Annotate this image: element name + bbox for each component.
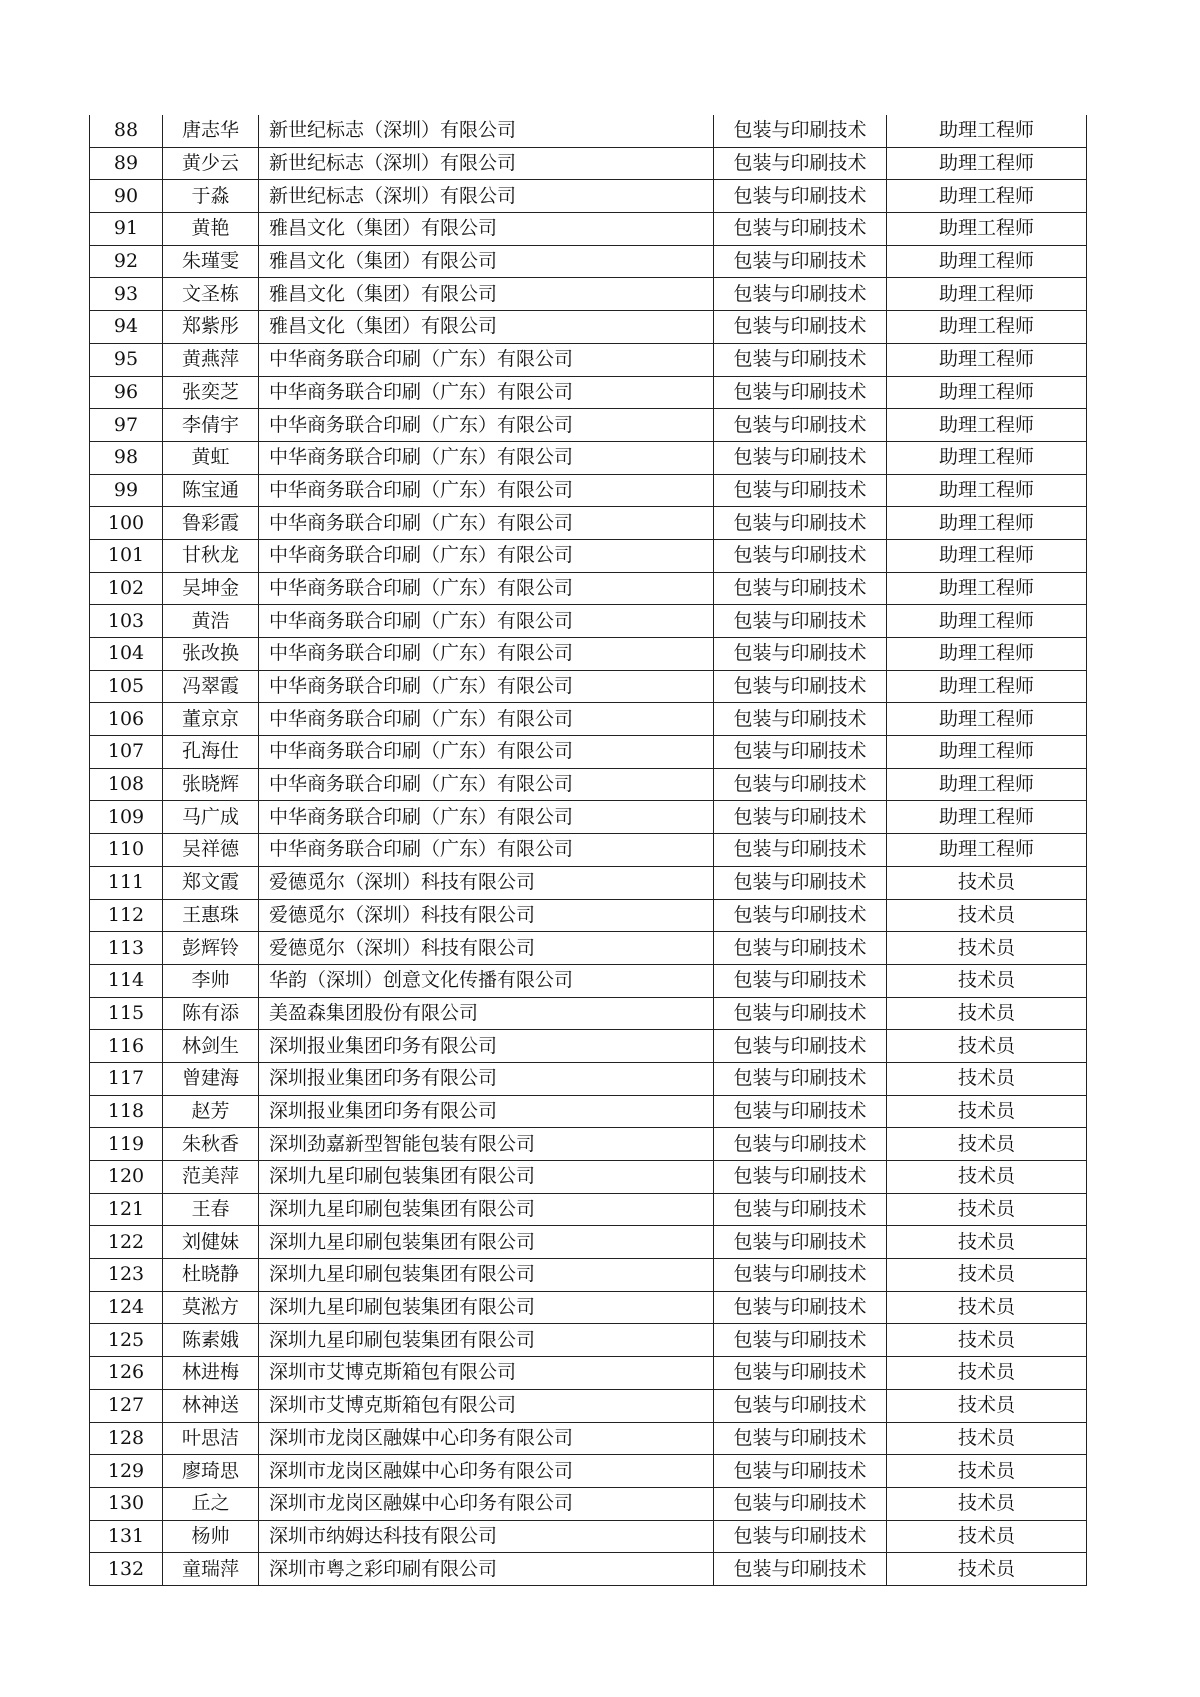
organization-cell: 中华商务联合印刷（广东）有限公司	[259, 703, 714, 736]
row-number-cell: 113	[90, 932, 163, 965]
row-number-cell: 131	[90, 1520, 163, 1553]
qualification-title-cell: 助理工程师	[887, 441, 1087, 474]
row-number-cell: 120	[90, 1161, 163, 1194]
specialty-cell: 包装与印刷技术	[714, 1455, 887, 1488]
table-row	[90, 245, 1087, 278]
person-name-cell: 林进梅	[163, 1357, 259, 1390]
person-name-cell: 林神送	[163, 1389, 259, 1422]
organization-cell: 深圳市龙岗区融媒中心印务有限公司	[259, 1487, 714, 1520]
specialty-cell: 包装与印刷技术	[714, 1324, 887, 1357]
person-name-cell: 张改换	[163, 638, 259, 671]
qualification-title-cell: 助理工程师	[887, 507, 1087, 540]
table-row	[90, 638, 1087, 671]
qualification-title-cell: 技术员	[887, 1128, 1087, 1161]
table-row	[90, 539, 1087, 572]
row-number-cell: 122	[90, 1226, 163, 1259]
table-row	[90, 736, 1087, 769]
table-row	[90, 1553, 1087, 1586]
row-number-cell: 111	[90, 866, 163, 899]
organization-cell: 中华商务联合印刷（广东）有限公司	[259, 670, 714, 703]
specialty-cell: 包装与印刷技术	[714, 1553, 887, 1586]
table-row	[90, 278, 1087, 311]
row-number-cell: 101	[90, 539, 163, 572]
qualification-title-cell: 技术员	[887, 1487, 1087, 1520]
specialty-cell: 包装与印刷技术	[714, 1062, 887, 1095]
organization-cell: 爱德觅尔（深圳）科技有限公司	[259, 932, 714, 965]
specialty-cell: 包装与印刷技术	[714, 1357, 887, 1390]
qualification-title-cell: 技术员	[887, 1062, 1087, 1095]
qualification-title-cell: 助理工程师	[887, 539, 1087, 572]
person-name-cell: 陈有添	[163, 997, 259, 1030]
row-number-cell: 102	[90, 572, 163, 605]
person-name-cell: 唐志华	[163, 115, 259, 147]
table-row	[90, 1422, 1087, 1455]
row-number-cell: 89	[90, 147, 163, 180]
person-name-cell: 林剑生	[163, 1030, 259, 1063]
specialty-cell: 包装与印刷技术	[714, 605, 887, 638]
table-row	[90, 1161, 1087, 1194]
row-number-cell: 96	[90, 376, 163, 409]
row-number-cell: 103	[90, 605, 163, 638]
qualification-title-cell: 技术员	[887, 1030, 1087, 1063]
roster-table	[89, 115, 1087, 1586]
organization-cell: 爱德觅尔（深圳）科技有限公司	[259, 899, 714, 932]
specialty-cell: 包装与印刷技术	[714, 1193, 887, 1226]
organization-cell: 中华商务联合印刷（广东）有限公司	[259, 736, 714, 769]
table-row	[90, 311, 1087, 344]
table-row	[90, 703, 1087, 736]
person-name-cell: 莫淞方	[163, 1291, 259, 1324]
table-row	[90, 899, 1087, 932]
qualification-title-cell: 助理工程师	[887, 736, 1087, 769]
qualification-title-cell: 助理工程师	[887, 376, 1087, 409]
row-number-cell: 92	[90, 245, 163, 278]
organization-cell: 雅昌文化（集团）有限公司	[259, 278, 714, 311]
row-number-cell: 132	[90, 1553, 163, 1586]
specialty-cell: 包装与印刷技术	[714, 311, 887, 344]
specialty-cell: 包装与印刷技术	[714, 1291, 887, 1324]
specialty-cell: 包装与印刷技术	[714, 474, 887, 507]
roster-body	[90, 115, 1087, 1585]
qualification-title-cell: 技术员	[887, 997, 1087, 1030]
specialty-cell: 包装与印刷技术	[714, 801, 887, 834]
organization-cell: 爱德觅尔（深圳）科技有限公司	[259, 866, 714, 899]
organization-cell: 中华商务联合印刷（广东）有限公司	[259, 507, 714, 540]
row-number-cell: 110	[90, 834, 163, 867]
specialty-cell: 包装与印刷技术	[714, 866, 887, 899]
specialty-cell: 包装与印刷技术	[714, 441, 887, 474]
qualification-title-cell: 助理工程师	[887, 115, 1087, 147]
organization-cell: 深圳市龙岗区融媒中心印务有限公司	[259, 1422, 714, 1455]
organization-cell: 新世纪标志（深圳）有限公司	[259, 147, 714, 180]
qualification-title-cell: 技术员	[887, 1389, 1087, 1422]
qualification-title-cell: 助理工程师	[887, 474, 1087, 507]
row-number-cell: 105	[90, 670, 163, 703]
specialty-cell: 包装与印刷技术	[714, 1520, 887, 1553]
table-row	[90, 670, 1087, 703]
specialty-cell: 包装与印刷技术	[714, 899, 887, 932]
table-row	[90, 1324, 1087, 1357]
table-row	[90, 115, 1087, 147]
person-name-cell: 丘之	[163, 1487, 259, 1520]
row-number-cell: 97	[90, 409, 163, 442]
row-number-cell: 112	[90, 899, 163, 932]
person-name-cell: 叶思洁	[163, 1422, 259, 1455]
person-name-cell: 黄燕萍	[163, 343, 259, 376]
row-number-cell: 117	[90, 1062, 163, 1095]
person-name-cell: 童瑞萍	[163, 1553, 259, 1586]
organization-cell: 深圳报业集团印务有限公司	[259, 1062, 714, 1095]
row-number-cell: 94	[90, 311, 163, 344]
table-row	[90, 376, 1087, 409]
table-row	[90, 441, 1087, 474]
qualification-title-cell: 助理工程师	[887, 343, 1087, 376]
table-row	[90, 1389, 1087, 1422]
person-name-cell: 范美萍	[163, 1161, 259, 1194]
qualification-title-cell: 助理工程师	[887, 245, 1087, 278]
row-number-cell: 123	[90, 1259, 163, 1292]
row-number-cell: 88	[90, 115, 163, 147]
qualification-title-cell: 助理工程师	[887, 670, 1087, 703]
row-number-cell: 126	[90, 1357, 163, 1390]
qualification-title-cell: 助理工程师	[887, 638, 1087, 671]
specialty-cell: 包装与印刷技术	[714, 1226, 887, 1259]
table-row	[90, 1520, 1087, 1553]
person-name-cell: 彭辉铃	[163, 932, 259, 965]
specialty-cell: 包装与印刷技术	[714, 1030, 887, 1063]
table-row	[90, 605, 1087, 638]
qualification-title-cell: 技术员	[887, 1455, 1087, 1488]
specialty-cell: 包装与印刷技术	[714, 147, 887, 180]
person-name-cell: 黄虹	[163, 441, 259, 474]
row-number-cell: 125	[90, 1324, 163, 1357]
specialty-cell: 包装与印刷技术	[714, 343, 887, 376]
qualification-title-cell: 助理工程师	[887, 213, 1087, 246]
qualification-title-cell: 助理工程师	[887, 605, 1087, 638]
table-row	[90, 572, 1087, 605]
specialty-cell: 包装与印刷技术	[714, 1161, 887, 1194]
person-name-cell: 董京京	[163, 703, 259, 736]
row-number-cell: 91	[90, 213, 163, 246]
person-name-cell: 曾建海	[163, 1062, 259, 1095]
organization-cell: 深圳市粤之彩印刷有限公司	[259, 1553, 714, 1586]
person-name-cell: 杨帅	[163, 1520, 259, 1553]
qualification-title-cell: 助理工程师	[887, 147, 1087, 180]
organization-cell: 美盈森集团股份有限公司	[259, 997, 714, 1030]
row-number-cell: 130	[90, 1487, 163, 1520]
organization-cell: 深圳九星印刷包装集团有限公司	[259, 1226, 714, 1259]
row-number-cell: 106	[90, 703, 163, 736]
table-row	[90, 343, 1087, 376]
row-number-cell: 129	[90, 1455, 163, 1488]
person-name-cell: 甘秋龙	[163, 539, 259, 572]
row-number-cell: 128	[90, 1422, 163, 1455]
qualification-title-cell: 技术员	[887, 1357, 1087, 1390]
table-row	[90, 409, 1087, 442]
row-number-cell: 99	[90, 474, 163, 507]
person-name-cell: 杜晓静	[163, 1259, 259, 1292]
organization-cell: 深圳九星印刷包装集团有限公司	[259, 1259, 714, 1292]
table-row	[90, 147, 1087, 180]
qualification-title-cell: 技术员	[887, 1324, 1087, 1357]
person-name-cell: 李倩宇	[163, 409, 259, 442]
row-number-cell: 118	[90, 1095, 163, 1128]
person-name-cell: 马广成	[163, 801, 259, 834]
specialty-cell: 包装与印刷技术	[714, 932, 887, 965]
qualification-title-cell: 助理工程师	[887, 180, 1087, 213]
qualification-title-cell: 助理工程师	[887, 834, 1087, 867]
qualification-title-cell: 技术员	[887, 1161, 1087, 1194]
row-number-cell: 116	[90, 1030, 163, 1063]
organization-cell: 深圳市龙岗区融媒中心印务有限公司	[259, 1455, 714, 1488]
specialty-cell: 包装与印刷技术	[714, 736, 887, 769]
person-name-cell: 张奕芝	[163, 376, 259, 409]
person-name-cell: 张晓辉	[163, 768, 259, 801]
specialty-cell: 包装与印刷技术	[714, 1095, 887, 1128]
row-number-cell: 108	[90, 768, 163, 801]
specialty-cell: 包装与印刷技术	[714, 180, 887, 213]
organization-cell: 深圳九星印刷包装集团有限公司	[259, 1291, 714, 1324]
person-name-cell: 陈素娥	[163, 1324, 259, 1357]
qualification-title-cell: 助理工程师	[887, 278, 1087, 311]
row-number-cell: 100	[90, 507, 163, 540]
organization-cell: 新世纪标志（深圳）有限公司	[259, 115, 714, 147]
specialty-cell: 包装与印刷技术	[714, 213, 887, 246]
organization-cell: 中华商务联合印刷（广东）有限公司	[259, 834, 714, 867]
organization-cell: 中华商务联合印刷（广东）有限公司	[259, 801, 714, 834]
table-row	[90, 1193, 1087, 1226]
qualification-title-cell: 助理工程师	[887, 768, 1087, 801]
row-number-cell: 90	[90, 180, 163, 213]
specialty-cell: 包装与印刷技术	[714, 834, 887, 867]
row-number-cell: 114	[90, 964, 163, 997]
row-number-cell: 104	[90, 638, 163, 671]
organization-cell: 中华商务联合印刷（广东）有限公司	[259, 572, 714, 605]
person-name-cell: 黄少云	[163, 147, 259, 180]
table-row	[90, 1357, 1087, 1390]
table-row	[90, 180, 1087, 213]
person-name-cell: 李帅	[163, 964, 259, 997]
row-number-cell: 107	[90, 736, 163, 769]
person-name-cell: 孔海仕	[163, 736, 259, 769]
table-row	[90, 834, 1087, 867]
row-number-cell: 121	[90, 1193, 163, 1226]
person-name-cell: 鲁彩霞	[163, 507, 259, 540]
organization-cell: 中华商务联合印刷（广东）有限公司	[259, 343, 714, 376]
organization-cell: 中华商务联合印刷（广东）有限公司	[259, 638, 714, 671]
specialty-cell: 包装与印刷技术	[714, 115, 887, 147]
table-row	[90, 997, 1087, 1030]
qualification-title-cell: 技术员	[887, 1553, 1087, 1586]
organization-cell: 新世纪标志（深圳）有限公司	[259, 180, 714, 213]
person-name-cell: 刘健妹	[163, 1226, 259, 1259]
specialty-cell: 包装与印刷技术	[714, 1487, 887, 1520]
specialty-cell: 包装与印刷技术	[714, 245, 887, 278]
table-row	[90, 768, 1087, 801]
specialty-cell: 包装与印刷技术	[714, 768, 887, 801]
person-name-cell: 朱瑾雯	[163, 245, 259, 278]
table-row	[90, 801, 1087, 834]
row-number-cell: 124	[90, 1291, 163, 1324]
qualification-title-cell: 技术员	[887, 899, 1087, 932]
person-name-cell: 文圣栋	[163, 278, 259, 311]
table-row	[90, 1128, 1087, 1161]
specialty-cell: 包装与印刷技术	[714, 670, 887, 703]
person-name-cell: 吴祥德	[163, 834, 259, 867]
organization-cell: 中华商务联合印刷（广东）有限公司	[259, 605, 714, 638]
organization-cell: 中华商务联合印刷（广东）有限公司	[259, 474, 714, 507]
organization-cell: 深圳市纳姆达科技有限公司	[259, 1520, 714, 1553]
qualification-title-cell: 技术员	[887, 1226, 1087, 1259]
specialty-cell: 包装与印刷技术	[714, 964, 887, 997]
table-row	[90, 1095, 1087, 1128]
table-row	[90, 1291, 1087, 1324]
table-row	[90, 474, 1087, 507]
table-row	[90, 866, 1087, 899]
person-name-cell: 黄艳	[163, 213, 259, 246]
row-number-cell: 115	[90, 997, 163, 1030]
table-row	[90, 1259, 1087, 1292]
row-number-cell: 98	[90, 441, 163, 474]
qualification-title-cell: 技术员	[887, 1520, 1087, 1553]
qualification-title-cell: 助理工程师	[887, 703, 1087, 736]
specialty-cell: 包装与印刷技术	[714, 1389, 887, 1422]
person-name-cell: 赵芳	[163, 1095, 259, 1128]
person-name-cell: 廖琦思	[163, 1455, 259, 1488]
organization-cell: 华韵（深圳）创意文化传播有限公司	[259, 964, 714, 997]
organization-cell: 中华商务联合印刷（广东）有限公司	[259, 539, 714, 572]
person-name-cell: 郑紫彤	[163, 311, 259, 344]
specialty-cell: 包装与印刷技术	[714, 572, 887, 605]
qualification-title-cell: 技术员	[887, 866, 1087, 899]
table-row	[90, 1226, 1087, 1259]
specialty-cell: 包装与印刷技术	[714, 278, 887, 311]
organization-cell: 深圳九星印刷包装集团有限公司	[259, 1161, 714, 1194]
row-number-cell: 119	[90, 1128, 163, 1161]
qualification-title-cell: 助理工程师	[887, 572, 1087, 605]
qualification-title-cell: 技术员	[887, 1193, 1087, 1226]
specialty-cell: 包装与印刷技术	[714, 539, 887, 572]
specialty-cell: 包装与印刷技术	[714, 638, 887, 671]
specialty-cell: 包装与印刷技术	[714, 376, 887, 409]
specialty-cell: 包装与印刷技术	[714, 409, 887, 442]
table-row	[90, 964, 1087, 997]
row-number-cell: 127	[90, 1389, 163, 1422]
qualification-title-cell: 技术员	[887, 964, 1087, 997]
person-name-cell: 吴坤金	[163, 572, 259, 605]
organization-cell: 深圳报业集团印务有限公司	[259, 1095, 714, 1128]
table-row	[90, 507, 1087, 540]
specialty-cell: 包装与印刷技术	[714, 1128, 887, 1161]
person-name-cell: 王惠珠	[163, 899, 259, 932]
organization-cell: 深圳市艾博克斯箱包有限公司	[259, 1357, 714, 1390]
organization-cell: 雅昌文化（集团）有限公司	[259, 311, 714, 344]
specialty-cell: 包装与印刷技术	[714, 1422, 887, 1455]
table-row	[90, 1487, 1087, 1520]
table-row	[90, 932, 1087, 965]
table-row	[90, 1062, 1087, 1095]
row-number-cell: 95	[90, 343, 163, 376]
person-name-cell: 陈宝通	[163, 474, 259, 507]
qualification-title-cell: 助理工程师	[887, 311, 1087, 344]
specialty-cell: 包装与印刷技术	[714, 997, 887, 1030]
table-row	[90, 1455, 1087, 1488]
organization-cell: 中华商务联合印刷（广东）有限公司	[259, 441, 714, 474]
person-name-cell: 王春	[163, 1193, 259, 1226]
person-name-cell: 冯翠霞	[163, 670, 259, 703]
organization-cell: 深圳劲嘉新型智能包装有限公司	[259, 1128, 714, 1161]
qualification-title-cell: 技术员	[887, 1259, 1087, 1292]
person-name-cell: 朱秋香	[163, 1128, 259, 1161]
organization-cell: 深圳市艾博克斯箱包有限公司	[259, 1389, 714, 1422]
table-row	[90, 1030, 1087, 1063]
organization-cell: 深圳九星印刷包装集团有限公司	[259, 1193, 714, 1226]
specialty-cell: 包装与印刷技术	[714, 703, 887, 736]
organization-cell: 中华商务联合印刷（广东）有限公司	[259, 768, 714, 801]
organization-cell: 雅昌文化（集团）有限公司	[259, 213, 714, 246]
qualification-title-cell: 技术员	[887, 1291, 1087, 1324]
organization-cell: 中华商务联合印刷（广东）有限公司	[259, 409, 714, 442]
qualification-title-cell: 技术员	[887, 1095, 1087, 1128]
person-name-cell: 于淼	[163, 180, 259, 213]
specialty-cell: 包装与印刷技术	[714, 507, 887, 540]
specialty-cell: 包装与印刷技术	[714, 1259, 887, 1292]
person-name-cell: 黄浩	[163, 605, 259, 638]
qualification-title-cell: 助理工程师	[887, 801, 1087, 834]
organization-cell: 深圳报业集团印务有限公司	[259, 1030, 714, 1063]
qualification-title-cell: 技术员	[887, 932, 1087, 965]
table-row	[90, 213, 1087, 246]
person-name-cell: 郑文霞	[163, 866, 259, 899]
organization-cell: 深圳九星印刷包装集团有限公司	[259, 1324, 714, 1357]
organization-cell: 雅昌文化（集团）有限公司	[259, 245, 714, 278]
qualification-title-cell: 助理工程师	[887, 409, 1087, 442]
organization-cell: 中华商务联合印刷（广东）有限公司	[259, 376, 714, 409]
qualification-title-cell: 技术员	[887, 1422, 1087, 1455]
row-number-cell: 93	[90, 278, 163, 311]
row-number-cell: 109	[90, 801, 163, 834]
